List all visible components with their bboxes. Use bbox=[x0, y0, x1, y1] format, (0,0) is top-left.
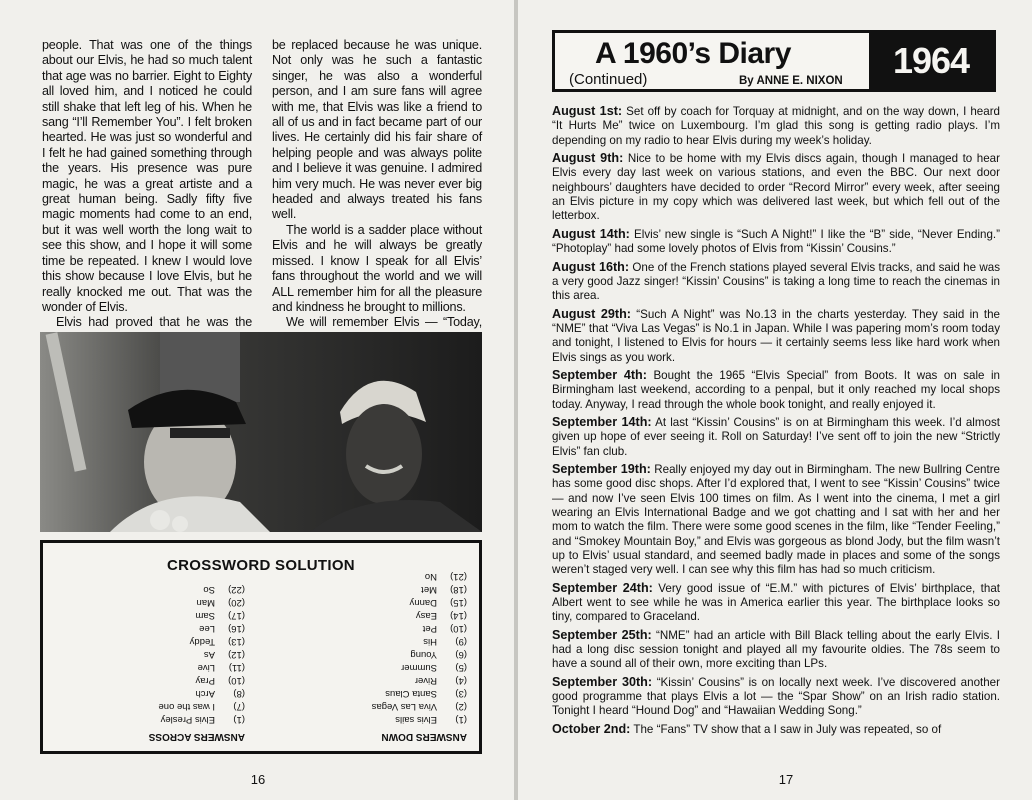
clue-number: (11) bbox=[228, 662, 245, 673]
answer-text: Elvis sails bbox=[395, 714, 437, 725]
article-subtitle: (Continued) bbox=[569, 71, 648, 88]
entry-date: September 30th: bbox=[552, 674, 653, 689]
across-answer-row bbox=[55, 622, 245, 635]
clue-number: (10) bbox=[450, 623, 467, 634]
diary-entry bbox=[552, 307, 1000, 365]
answer-text: I was the one bbox=[158, 701, 215, 712]
entry-date: September 25th: bbox=[552, 627, 652, 642]
answer-text: Viva Las Vegas bbox=[371, 701, 437, 712]
clue-number: (1) bbox=[455, 714, 467, 725]
diary-entry bbox=[552, 104, 1000, 148]
entry-date: September 24th: bbox=[552, 580, 653, 595]
clue-number: (13) bbox=[228, 636, 245, 647]
answer-text: Young bbox=[410, 649, 437, 660]
clue-number: (16) bbox=[228, 623, 245, 634]
across-answer-row bbox=[55, 674, 245, 687]
diary-entry bbox=[552, 227, 1000, 257]
down-answer-row bbox=[277, 648, 467, 661]
entry-date: August 16th: bbox=[552, 259, 630, 274]
text-column-1 bbox=[42, 38, 252, 346]
entry-date: September 4th: bbox=[552, 367, 647, 382]
entry-text: “NME” had an article with Bill Black telling about the early Elvis. I had a long disc session tonight and played all my favourite oldies. The 78s seem to have a sound all of their own, more exciting than LPs. bbox=[552, 628, 1000, 671]
entry-date: August 1st: bbox=[552, 104, 623, 118]
clue-number: (15) bbox=[450, 597, 467, 608]
diary-entry bbox=[552, 462, 1000, 577]
answer-text: So bbox=[203, 584, 215, 595]
answers-across-list bbox=[55, 583, 245, 743]
answer-text: No bbox=[424, 571, 437, 582]
answer-text: Pet bbox=[422, 623, 437, 634]
across-answer-row bbox=[55, 713, 245, 726]
answer-text: Met bbox=[421, 584, 437, 595]
clue-number: (9) bbox=[455, 636, 467, 647]
across-answer-row bbox=[55, 700, 245, 713]
answer-text: Elvis Presley bbox=[160, 714, 215, 725]
answer-text: Live bbox=[197, 662, 215, 673]
answer-text: His bbox=[423, 636, 437, 647]
down-answer-row bbox=[277, 570, 467, 583]
clue-number: (2) bbox=[455, 701, 467, 712]
clue-number: (21) bbox=[450, 571, 467, 582]
down-answer-row bbox=[277, 713, 467, 726]
entry-date: August 29th: bbox=[552, 306, 632, 321]
entry-text: “Such A Night” was No.13 in the charts yesterday. They said in the “NME” that “Viva Las Vegas” is No.1 in Japan. While I was papering mom’s room today and tonight, I listened to Elvis for hours — it certainly seems less like hard work when Elvis sings as you work. bbox=[552, 307, 1001, 364]
answers-down-heading: ANSWERS DOWN bbox=[381, 731, 467, 742]
answer-text: Man bbox=[196, 597, 215, 608]
entry-date: August 9th: bbox=[552, 151, 624, 166]
crossword-title: CROSSWORD SOLUTION bbox=[167, 557, 355, 574]
down-answer-row bbox=[277, 661, 467, 674]
diary-entry bbox=[552, 675, 1000, 719]
clue-number: (5) bbox=[455, 662, 467, 673]
down-answer-row bbox=[277, 609, 467, 622]
across-answer-row bbox=[55, 609, 245, 622]
entry-text: Really enjoyed my day out in Birmingham. The new Bullring Centre has some good disc shops. After I’d explored that, I went to see “Kissin’ Cousins” twice — and now I’ve seen Elvis 100 times on film. As I went into the cinema, I met a girl wearing an Elvis International Badge and we got chatting and I sat with her and her mom to watch the film. There were some good scenes in the film, like “Tender Feeling,” and “Smokey Mountain Boy,” and Elvis was gorgeous as blond Jody, but the film wasn’t up to Elvis’ usual standard, and seemed badly made in places and some of the songs weren’t staged very well. I can see why this film has had so much criticism. bbox=[552, 463, 1001, 577]
answer-text: River bbox=[414, 675, 437, 686]
page-16 bbox=[0, 0, 514, 800]
clue-number: (4) bbox=[455, 675, 467, 686]
down-answer-row bbox=[277, 700, 467, 713]
photo-elvis-film-still bbox=[40, 332, 482, 532]
paragraph: Elvis had proved that he was the bbox=[56, 315, 252, 330]
clue-number: (18) bbox=[450, 584, 467, 595]
page-number: 16 bbox=[250, 772, 266, 787]
answer-text: Sam bbox=[195, 610, 215, 621]
text-column-2 bbox=[272, 38, 482, 346]
diary-entries bbox=[552, 104, 1000, 740]
diary-entry bbox=[552, 368, 1000, 412]
clue-number: (22) bbox=[228, 584, 245, 595]
clue-number: (6) bbox=[455, 649, 467, 660]
clue-number: (7) bbox=[233, 701, 245, 712]
clue-number: (14) bbox=[450, 610, 467, 621]
clue-number: (8) bbox=[233, 688, 245, 699]
diary-entry bbox=[552, 628, 1000, 672]
article-title: A 1960’s Diary bbox=[595, 37, 791, 70]
paragraph: be replaced because he was unique. Not only was he such a fantastic singer, he was also a wonderful person, and I am sure fans will agree with me, that Elvis was like a friend to all of us and in fact became part of our lives. He certainly did his fair share of helping people and was always polite and I believe it was genuine. I admired him very much. He was never ever big headed and always treated his fans well. bbox=[272, 38, 482, 222]
down-answer-row bbox=[277, 674, 467, 687]
across-answer-row bbox=[55, 583, 245, 596]
entry-date: August 14th: bbox=[552, 226, 630, 241]
paragraph: The world is a sadder place without Elvis and he will always be greatly missed. I know I speak for all Elvis’ fans throughout the world and we will ALL remember him for all the pleasure and kindness he brought to millions. bbox=[272, 222, 482, 314]
entry-text: The “Fans” TV show that a I saw in July was repeated, so of bbox=[630, 722, 942, 736]
crossword-solution-box bbox=[40, 540, 482, 754]
page-number: 17 bbox=[778, 772, 794, 787]
down-answer-row bbox=[277, 596, 467, 609]
clue-number: (20) bbox=[228, 597, 245, 608]
entry-text: Bought the 1965 “Elvis Special” from Boots. It was on sale in Birmingham last weekend, according to a penpal, but it only reached my local shops today. Anyway, I read through the whole book tonight, and really enjoyed it. bbox=[552, 368, 1000, 411]
paragraph: people. That was one of the things about our Elvis, he had so much talent that age was no barrier. Eight to Eighty all loved him, and I noticed he could still shake that left leg of his. When he sang “I’ll Remember You”. I felt broken hearted. He was just so wonderful and I felt he had gained something through the years. His presence was pure magic, he was a great artiste and a great human being. Sadly fifty five magic moments had come to an end, but it was well worth the long wait to see this show, and I hope it will some time be repeated. I knew I would love this show because I love Elvis, but he really knocked me out. That was the wonder of Elvis. bbox=[42, 38, 252, 314]
answer-text: Santa Claus bbox=[385, 688, 437, 699]
answer-text: Danny bbox=[409, 597, 437, 608]
clue-number: (1) bbox=[233, 714, 245, 725]
entry-date: September 19th: bbox=[552, 462, 651, 477]
entry-text: Nice to be home with my Elvis discs again, though I managed to hear Elvis every day last week on various stations, and even the BBC. Our next door neighbours’ daughters have decided to order “Record Mirror” every week, after seeing an Elvis picture in my copy which was delivered last week, but which fell out of the letterbox. bbox=[552, 152, 1000, 223]
answer-text: Arch bbox=[195, 688, 215, 699]
article-header bbox=[552, 30, 996, 92]
clue-number: (10) bbox=[228, 675, 245, 686]
across-answer-row bbox=[55, 648, 245, 661]
clue-number: (3) bbox=[455, 688, 467, 699]
entry-text: Set off by coach for Torquay at midnight, and on the way down, I heard “It Hurts Me” twice on Luxembourg. I’m glad this song is getting radio plays. I’m depending on my radio to hear Elvis during my week’s holiday. bbox=[552, 105, 1000, 147]
answer-text: Easy bbox=[415, 610, 437, 621]
diary-entry bbox=[552, 151, 1000, 223]
page-17 bbox=[518, 0, 1032, 800]
clue-number: (17) bbox=[228, 610, 245, 621]
entry-text: One of the French stations played several Elvis tracks, and said he was a very good Jazz singer! “Kissin’ Cousins” is taking a long time to reach the cinemas in this area. bbox=[552, 260, 1000, 303]
down-answer-row bbox=[277, 687, 467, 700]
across-answer-row bbox=[55, 687, 245, 700]
entry-date: September 14th: bbox=[552, 415, 652, 430]
entry-text: Elvis’ new single is “Such A Night!” I like the “B” side, “Never Ending.” “Photoplay” had some lovely photos of Elvis from “Kissin’ Cousins.” bbox=[552, 227, 1000, 256]
clue-number: (12) bbox=[228, 649, 245, 660]
across-answer-row bbox=[55, 661, 245, 674]
answer-text: As bbox=[203, 649, 215, 660]
across-answer-row bbox=[55, 596, 245, 609]
diary-entry bbox=[552, 581, 1000, 625]
entry-text: “Kissin’ Cousins” is on locally next week. I’ve discovered another good programme that plays Elvis a lot — the “Spar Show” on an Irish radio station. Tonight I heard “Hound Dog” and “Hawaiian Wedding Song.” bbox=[552, 675, 1000, 718]
down-answer-row bbox=[277, 622, 467, 635]
article-byline: By ANNE E. NIXON bbox=[739, 75, 843, 87]
answers-across-heading: ANSWERS ACROSS bbox=[148, 731, 245, 742]
answer-text: Teddy bbox=[189, 636, 215, 647]
answer-text: Pray bbox=[195, 675, 215, 686]
year-badge: 1964 bbox=[869, 33, 993, 89]
down-answer-row bbox=[277, 583, 467, 596]
entry-date: October 2nd: bbox=[552, 721, 631, 736]
across-answer-row bbox=[55, 635, 245, 648]
diary-entry bbox=[552, 722, 1000, 737]
paragraph: We will remember Elvis — “Today, bbox=[286, 315, 482, 330]
answers-down-list bbox=[277, 571, 467, 743]
answer-text: Summer bbox=[401, 662, 437, 673]
entry-text: At last “Kissin’ Cousins” is on at Birmingham this week. I’d almost given up hope of ever seeing it. Roll on Saturday! I’ve sent off to join the new “Strictly Elvis” fan club. bbox=[552, 416, 1000, 458]
diary-entry bbox=[552, 260, 1000, 304]
down-answer-row bbox=[277, 635, 467, 648]
answer-text: Lee bbox=[199, 623, 215, 634]
entry-text: Very good issue of “E.M.” with pictures of Elvis’ birthplace, that Albert went to see while he was in America earlier this year. The birthplace looks so tiny, compared to Graceland. bbox=[552, 581, 1000, 624]
diary-entry bbox=[552, 415, 1000, 459]
